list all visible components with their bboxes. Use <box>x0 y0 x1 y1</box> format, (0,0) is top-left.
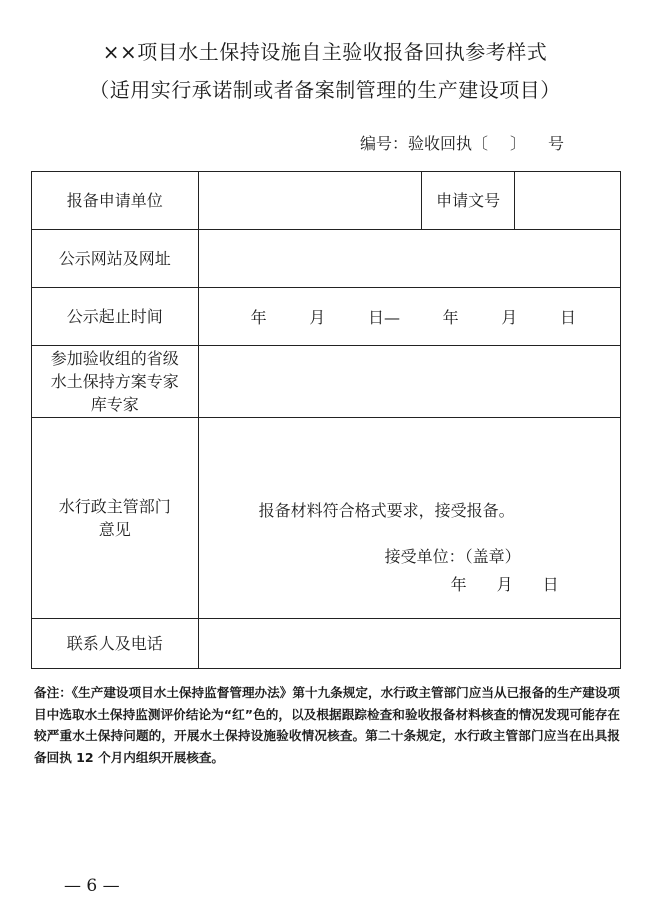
opinion-month: 月 <box>496 575 513 594</box>
document-no-value[interactable] <box>515 172 621 230</box>
opinion-label-line-2: 意见 <box>98 520 131 539</box>
receipt-number-suffix: 号 <box>548 134 565 153</box>
row-applicant <box>32 172 621 230</box>
period-end-day: 日 <box>559 308 576 327</box>
period-value[interactable] <box>198 288 620 346</box>
receipt-number <box>360 131 564 154</box>
applicant-label: 报备申请单位 <box>32 172 199 230</box>
page-number: — 6 — <box>64 876 120 896</box>
opinion-year: 年 <box>450 575 467 594</box>
period-label: 公示起止时间 <box>32 288 199 346</box>
opinion-statement: 报备材料符合格式要求，接受报备。 <box>258 501 515 520</box>
opinion-sign-date <box>451 572 559 595</box>
receipt-number-bracket-close: 〕 <box>510 134 527 153</box>
opinion-label-line-1: 水行政主管部门 <box>58 497 171 516</box>
period-dates <box>199 305 620 328</box>
website-label: 公示网站及网址 <box>32 230 199 288</box>
period-end-month: 月 <box>501 308 518 327</box>
contact-value[interactable] <box>198 619 620 669</box>
period-start-day: 日— <box>367 308 400 327</box>
period-end-year: 年 <box>442 308 459 327</box>
document-title: ××项目水土保持设施自主验收报备回执参考样式 <box>102 40 548 64</box>
experts-label-line-1: 参加验收组的省级 <box>50 349 179 368</box>
filing-receipt-table <box>31 171 621 669</box>
opinion-day: 日 <box>542 575 559 594</box>
contact-label: 联系人及电话 <box>32 619 199 669</box>
document-no-label: 申请文号 <box>422 172 515 230</box>
row-opinion <box>32 418 621 619</box>
experts-label-line-3: 库专家 <box>90 395 139 414</box>
applicant-value[interactable] <box>198 172 422 230</box>
document-subtitle: （适用实行承诺制或者备案制管理的生产建设项目） <box>89 78 561 102</box>
row-website <box>32 230 621 288</box>
receipt-number-prefix: 编号：验收回执〔 <box>360 134 489 153</box>
experts-label-line-2: 水土保持方案专家 <box>50 372 179 391</box>
footnote-remark: 备注：《生产建设项目水土保持监督管理办法》第十九条规定，水行政主管部门应当从已报备的生产建设项目中选取水土保持监测评价结论为“红”色的，以及根据跟踪检查和验收报备材料核查的情况发现可能存在较严重水土保持问题的，开展水土保持设施验收情况核查。第二十条规定，水行政主管部门应当在出具报备回执 12 个月内组织开展核查。 <box>34 685 620 765</box>
row-experts <box>32 346 621 418</box>
period-start-year: 年 <box>250 308 267 327</box>
row-period <box>32 288 621 346</box>
row-contact <box>32 619 621 669</box>
opinion-label <box>32 418 199 619</box>
website-value[interactable] <box>198 230 620 288</box>
receiving-unit-seal: 接受单位：（盖章） <box>384 547 521 566</box>
experts-value[interactable] <box>198 346 620 418</box>
experts-label <box>32 346 199 418</box>
opinion-value <box>198 418 620 619</box>
period-start-month: 月 <box>309 308 326 327</box>
